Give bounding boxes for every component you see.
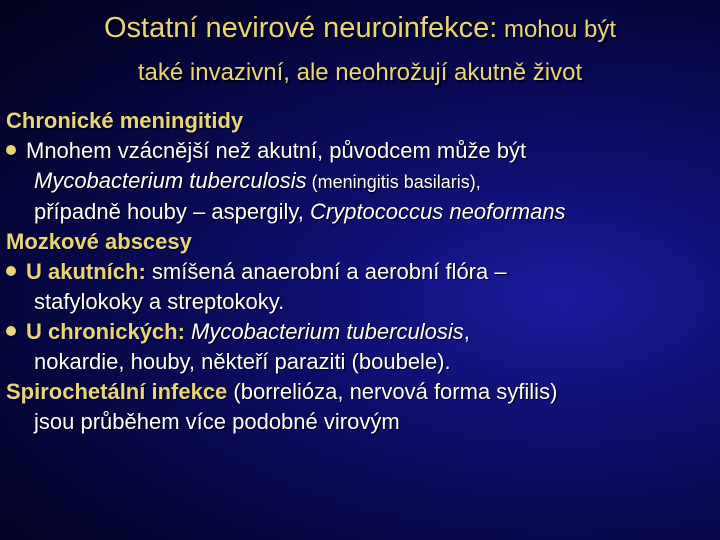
slide-title	[0, 8, 720, 96]
bullet-icon	[6, 266, 16, 276]
organism-name: Mycobacterium tuberculosis	[34, 168, 307, 193]
bullet-acute	[6, 257, 718, 287]
spirochetal-paragraph	[6, 377, 718, 407]
paragraph-text: jsou průběhem více podobné virovým	[34, 409, 400, 434]
bullet-continuation	[6, 287, 718, 317]
bullet-text: smíšená anaerobní a aerobní flóra –	[145, 259, 507, 284]
bullet-icon	[6, 145, 16, 155]
paragraph-continuation	[6, 407, 718, 437]
organism-name: Cryptococcus neoformans	[310, 199, 566, 224]
bullet-continuation	[6, 166, 718, 197]
heading-brain-abscess: Mozkové abscesy	[6, 229, 192, 254]
title-part-1: Ostatní nevirové neuroinfekce:	[103, 12, 498, 44]
note-text: (meningitis basilaris),	[306, 172, 481, 192]
heading-chronic-meningitis: Chronické meningitidy	[6, 108, 244, 133]
bullet-continuation	[6, 347, 718, 377]
title-line-2: také invazivní, ale neohrožují akutně život	[137, 59, 583, 86]
bullet-meningitis	[6, 136, 718, 166]
paragraph-text: (borrelióza, nervová forma syfilis)	[227, 379, 558, 404]
bullet-chronic	[6, 317, 718, 347]
bullet-text: nokardie, houby, někteří paraziti (boubele).	[34, 349, 451, 374]
title-part-2: mohou být	[497, 16, 617, 43]
bullet-text: Mnohem vzácnější než akutní, původcem může být	[26, 138, 527, 163]
organism-name: Mycobacterium tuberculosis	[184, 319, 464, 344]
heading-spirochetal: Spirochetální infekce	[6, 379, 228, 404]
bullet-text: případně houby – aspergily,	[34, 199, 310, 224]
bullet-icon	[6, 326, 16, 336]
bullet-text: stafylokoky a streptokoky.	[34, 289, 285, 314]
bullet-text: ,	[463, 319, 470, 344]
bullet-label: U chronických:	[26, 319, 185, 344]
bullet-continuation	[6, 197, 718, 227]
slide-content	[6, 106, 718, 437]
bullet-label: U akutních:	[26, 259, 146, 284]
